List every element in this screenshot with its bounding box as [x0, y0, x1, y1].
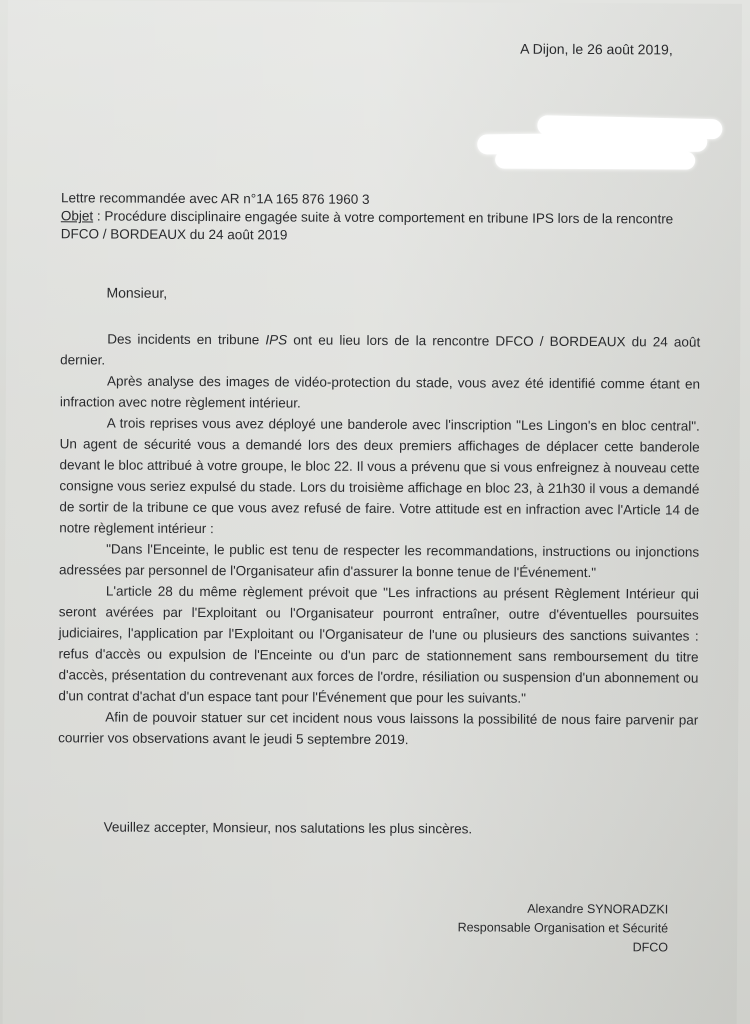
redacted-recipient-address: [477, 114, 727, 185]
signature-block: [383, 899, 668, 957]
signatory-organization: DFCO: [632, 940, 669, 955]
letter-subject: [61, 207, 701, 246]
signatory-name: Alexandre SYNORADZKI: [527, 901, 669, 917]
paragraph: Après analyse des images de vidéo-protection du stade, vous avez été identifié comme étant en infraction avec notre règlement intérieur.: [59, 373, 701, 411]
paragraph: Des incidents en tribune IPS ont eu lieu lors de la rencontre DFCO / BORDEAUX du 24 août dernier.: [60, 331, 701, 368]
redaction-mark: [495, 151, 695, 170]
regulation-quote: "Dans l'Enceinte, le public est tenu de respecter les recommandations, instructions ou injonctions adressées par personnel de l'Organisateur afin d'assurer la bonne tenue de l'Événement.": [58, 541, 700, 581]
signatory-title: Responsable Organisation et Sécurité: [457, 920, 669, 936]
registered-mail-number: Lettre recommandée avec AR n°1A 165 876 1960 3: [60, 190, 370, 207]
paragraph: Afin de pouvoir statuer sur cet incident nous vous laissons la possibilité de nous faire parvenir par courrier vos observations avant le jeudi 5 septembre 2019.: [58, 709, 699, 748]
letter-reference: [61, 189, 701, 246]
letter-page: [3, 0, 742, 1024]
paragraph: A trois reprises vous avez déployé une banderole avec l'inscription "Les Lingon's en bloc central". Un agent de sécurité vous a demandé lors des deux premiers affichages de déplacer cette banderole devant le bloc attribué à votre groupe, le bloc 22. Il vous a prévenu que si vous enfreignez à nouveau cette consigne vous seriez expulsé du stade. Lors du troisième affichage en bloc 23, à 21h30 il vous a demandé de sortir de la tribune ce que vous avez refusé de faire. Votre attitude est en infraction avec l'Article 14 de notre règlement intérieur :: [59, 415, 700, 537]
tribune-name: IPS: [265, 332, 288, 348]
subject-label: Objet: [60, 208, 94, 224]
letter-body: [58, 328, 700, 751]
letter-date: A Dijon, le 26 août 2019,: [520, 40, 673, 58]
closing-formula: Veuillez accepter, Monsieur, nos salutations les plus sincères.: [103, 819, 473, 837]
salutation: Monsieur,: [106, 284, 168, 301]
subject-text: : Procédure disciplinaire engagée suite à votre comportement en tribune IPS lors de la rencontre DFCO / BORDEAUX du 24 août 2019: [60, 208, 674, 243]
paragraph: L'article 28 du même règlement prévoit que "Les infractions au présent Règlement Intérieur qui seront avérées par l'Exploitant ou l'Organisateur pourront entraîner, outre d'éventuelles poursuites judiciaires, l'application par l'Exploitant ou l'Organisateur de l'une ou plusieurs des sanctions suivantes : refus d'accès ou expulsion de l'Enceinte ou d'un parc de stationnement sans remboursement du titre d'accès, présentation du contrevenant aux forces de l'ordre, résiliation ou suspension d'un abonnement ou d'un contrat d'achat d'un espace tant pour l'Événement que pour les suivants.": [58, 583, 699, 706]
